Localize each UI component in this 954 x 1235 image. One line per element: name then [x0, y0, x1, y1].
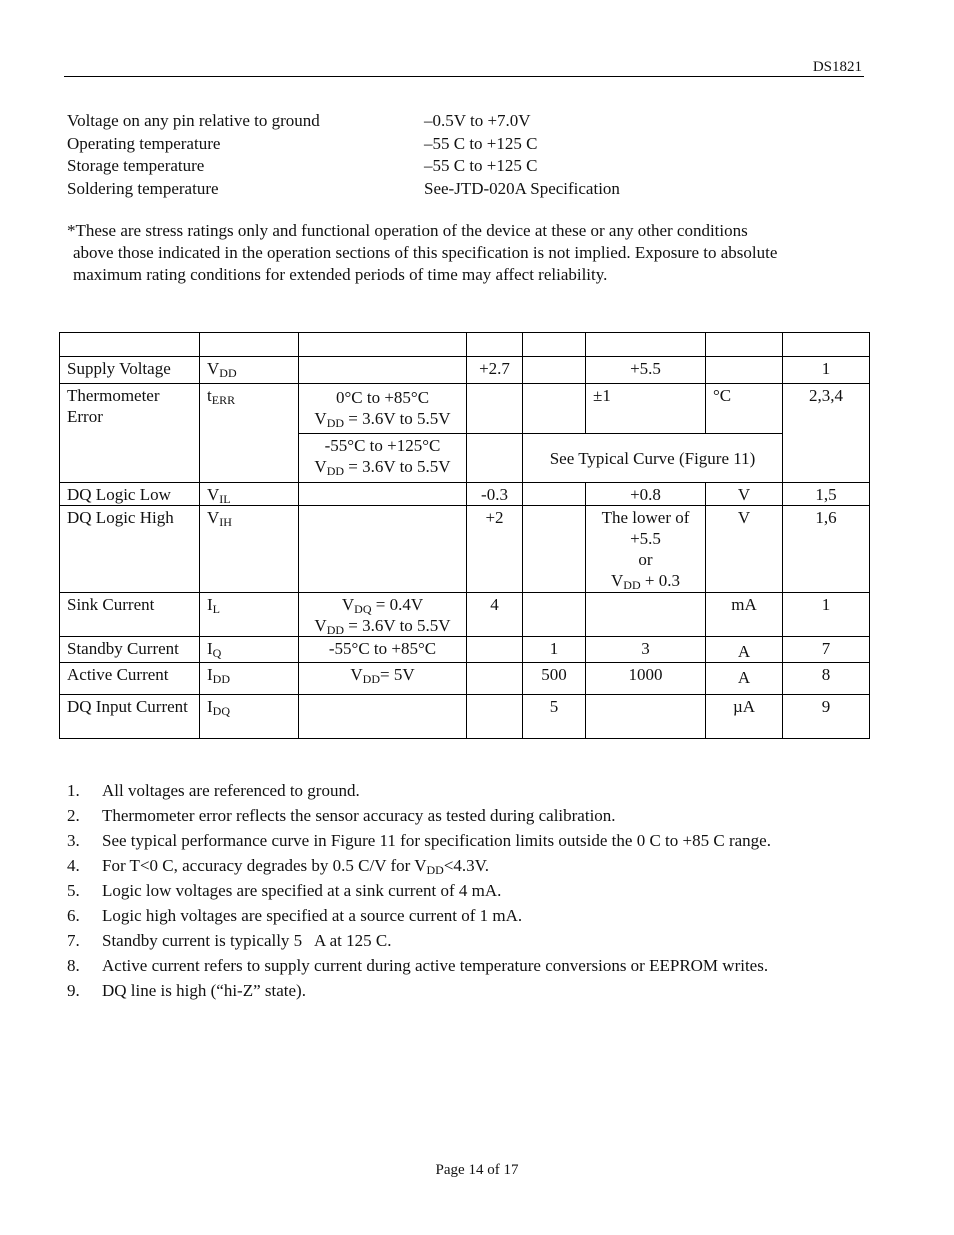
rating-value: –0.5V to +7.0V	[424, 111, 531, 130]
header-cell	[200, 333, 299, 357]
max-cell: +5.5	[586, 357, 706, 384]
absolute-max-ratings	[67, 110, 867, 200]
symbol-cell: $I_L$	[200, 593, 299, 637]
notes-cell: 2,3,4	[783, 384, 870, 483]
min-cell: -0.3	[467, 483, 523, 506]
table-notes-list	[67, 780, 887, 1005]
units-cell: A	[706, 663, 783, 695]
rating-label: Voltage on any pin relative to ground	[67, 111, 320, 130]
condition-cell: 0°C to +85°C $V_{DD} = 3.6V$ to 5.5V	[299, 384, 467, 434]
table-row	[60, 384, 870, 434]
units-cell: V	[706, 483, 783, 506]
rating-row	[67, 110, 867, 133]
rating-row	[67, 178, 867, 201]
typ-cell: 500	[523, 663, 586, 695]
list-item: 4. For T<0 C, accuracy degrades by 0.5 C/V for $V_{DD}<4.3V$.	[67, 856, 490, 877]
typ-cell	[523, 384, 586, 434]
list-item: 3. See typical performance curve in Figure 11 for specification limits outside the 0 C to +85 C range.	[67, 831, 771, 850]
header-cell	[586, 333, 706, 357]
condition-cell	[299, 695, 467, 739]
header-cell	[783, 333, 870, 357]
notes-cell: 9	[783, 695, 870, 739]
condition-cell	[299, 357, 467, 384]
header-cell	[706, 333, 783, 357]
typ-cell: 1	[523, 637, 586, 663]
list-item: 2. Thermometer error reflects the sensor accuracy as tested during calibration.	[67, 806, 616, 825]
condition-cell: -55°C to +85°C	[299, 637, 467, 663]
min-cell	[467, 637, 523, 663]
max-cell: +0.8	[586, 483, 706, 506]
page-number: Page 14 of 17	[435, 1162, 519, 1178]
header-cell	[523, 333, 586, 357]
table-row	[60, 637, 870, 663]
max-cell	[586, 695, 706, 739]
max-cell: 3	[586, 637, 706, 663]
condition-cell	[299, 483, 467, 506]
stress-note-line: maximum rating conditions for extended periods of time may affect reliability.	[73, 265, 608, 284]
header-cell	[60, 333, 200, 357]
notes-cell: 1	[783, 593, 870, 637]
min-cell	[467, 384, 523, 434]
typical-curve-cell: See Typical Curve (Figure 11)	[523, 434, 783, 483]
notes-cell: 1	[783, 357, 870, 384]
rating-row	[67, 133, 867, 156]
header-cell	[467, 333, 523, 357]
table-row	[60, 483, 870, 506]
parameter-cell: Thermometer Error	[60, 384, 200, 483]
units-cell: µA	[706, 695, 783, 739]
table-row	[60, 357, 870, 384]
condition-cell	[299, 506, 467, 593]
rating-row	[67, 155, 867, 178]
list-item: 5. Logic low voltages are specified at a sink current of 4 mA.	[67, 881, 502, 900]
min-cell: 4	[467, 593, 523, 637]
notes-cell: 7	[783, 637, 870, 663]
symbol-cell: $V_{IH}$	[200, 506, 299, 593]
typ-cell	[523, 357, 586, 384]
stress-note-line: above those indicated in the operation sections of this specification is not implied. Exposure to absolute	[73, 243, 778, 262]
condition-cell: $V_{DD}= 5V$	[299, 663, 467, 695]
rating-value: See-JTD-020A Specification	[424, 178, 620, 198]
rating-label: Operating temperature	[67, 133, 221, 153]
condition-cell: -55°C to +125°C $V_{DD} = 3.6V$ to 5.5V	[299, 434, 467, 483]
header-cell	[299, 333, 467, 357]
units-cell: mA	[706, 593, 783, 637]
notes-cell: 1,5	[783, 483, 870, 506]
parameter-cell: DQ Logic Low	[60, 483, 200, 506]
stress-ratings-note	[67, 220, 861, 286]
rating-value: –55 C to +125 C	[424, 133, 538, 153]
parameter-cell: DQ Input Current	[60, 695, 200, 739]
units-cell	[706, 357, 783, 384]
symbol-cell: $t_{ERR}$	[200, 384, 299, 483]
parameter-cell: Standby Current	[60, 637, 200, 663]
parameter-cell: DQ Logic High	[60, 506, 200, 593]
rating-label: Soldering temperature	[67, 178, 219, 198]
table-row	[60, 695, 870, 739]
list-item: 9. DQ line is high (“hi-Z” state).	[67, 981, 306, 1000]
rating-value: –55 C to +125 C	[424, 156, 538, 175]
rating-label: Storage temperature	[67, 156, 205, 175]
units-cell: °C	[706, 384, 783, 434]
stress-note-line: *These are stress ratings only and functional operation of the device at these or any other conditions	[67, 221, 748, 240]
max-cell	[586, 593, 706, 637]
typ-cell: 5	[523, 695, 586, 739]
typ-cell	[523, 593, 586, 637]
header-rule	[64, 76, 864, 77]
typ-cell	[523, 483, 586, 506]
symbol-cell: $I_Q$	[200, 637, 299, 663]
table-row	[60, 506, 870, 593]
parameter-cell: Sink Current	[60, 593, 200, 637]
min-cell	[467, 663, 523, 695]
notes-cell: 1,6	[783, 506, 870, 593]
min-cell	[467, 434, 523, 483]
table-row	[60, 663, 870, 695]
list-item: 7. Standby current is typically 5 A at 125 C.	[67, 931, 392, 950]
notes-cell: 8	[783, 663, 870, 695]
min-cell: +2.7	[467, 357, 523, 384]
symbol-cell: $V_{IL}$	[200, 483, 299, 506]
document-id: DS1821	[812, 59, 862, 75]
dc-characteristics-table	[59, 332, 870, 739]
max-cell: The lower of +5.5 or $V_{DD} + 0.3$	[586, 506, 706, 593]
units-cell: A	[706, 637, 783, 663]
table-header-row	[60, 333, 870, 357]
table-row	[60, 593, 870, 637]
parameter-cell: Active Current	[60, 663, 200, 695]
symbol-cell: $I_{DQ}$	[200, 695, 299, 739]
min-cell: +2	[467, 506, 523, 593]
typ-cell	[523, 506, 586, 593]
list-item: 6. Logic high voltages are specified at a source current of 1 mA.	[67, 906, 523, 925]
parameter-cell: Supply Voltage	[60, 357, 200, 384]
symbol-cell: $V_{DD}$	[200, 357, 299, 384]
units-cell: V	[706, 506, 783, 593]
min-cell	[467, 695, 523, 739]
list-item: 8. Active current refers to supply current during active temperature conversions or EEPROM writes.	[67, 956, 769, 975]
list-item: 1. All voltages are referenced to ground.	[67, 781, 360, 800]
max-cell: 1000	[586, 663, 706, 695]
symbol-cell: $I_{DD}$	[200, 663, 299, 695]
condition-cell: $V_{DQ} = 0.4V$ $V_{DD} = 3.6V$ to 5.5V	[299, 593, 467, 637]
max-cell: ±1	[586, 384, 706, 434]
